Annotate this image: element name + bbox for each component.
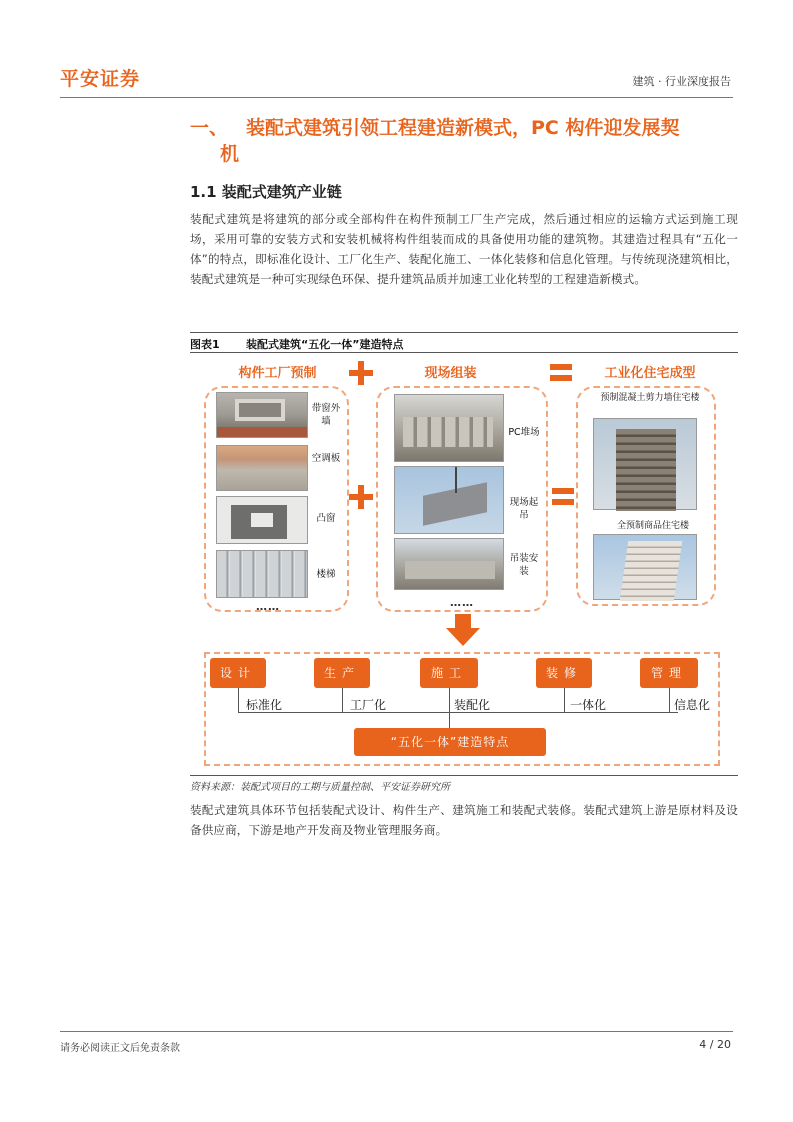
- group3-title: 工业化住宅成型: [604, 366, 696, 381]
- label-window-wall: [311, 402, 341, 428]
- label-install-text: 吊装安装: [509, 553, 539, 577]
- brand-logo: 平安证券: [60, 68, 141, 90]
- summary-badge: “五化一体”建造特点: [354, 728, 546, 756]
- down-arrow-icon: [446, 614, 480, 646]
- step-production: 生产: [314, 658, 370, 688]
- label-lifting: [506, 496, 542, 522]
- photo-window-wall: [216, 392, 308, 438]
- connector-tick-1: [238, 688, 239, 712]
- feature-standardization: 标准化: [246, 698, 283, 712]
- disclaimer-note: 请务必阅读正文后免责条款: [60, 1043, 180, 1054]
- label-stairs-text: 楼梯: [316, 569, 336, 580]
- plus-icon-middle: [349, 485, 373, 509]
- photo-ac-panel: [216, 445, 308, 491]
- figure-caption: [190, 336, 403, 352]
- feature-integration: 一体化: [570, 698, 607, 712]
- label-stairs: [311, 568, 341, 581]
- label-bay-window: [311, 512, 341, 525]
- plus-icon: [349, 361, 373, 385]
- subsection-heading: 1.1 装配式建筑产业链: [190, 183, 342, 201]
- label-shearwall-building-text: 预制混凝土剪力墙住宅楼: [600, 393, 700, 403]
- figure-bottom-rule: [190, 775, 738, 776]
- group2-title: 现场组装: [424, 366, 477, 381]
- step-design: 设计: [210, 658, 266, 688]
- connector-tick-2: [342, 688, 343, 712]
- label-shearwall-building: [600, 392, 700, 405]
- feature-informatization: 信息化: [674, 698, 711, 712]
- footer-divider: [60, 1031, 733, 1032]
- photo-shearwall-building: [593, 418, 697, 510]
- equals-icon-middle: [552, 488, 574, 506]
- label-window-wall-text: 带窗外墙: [311, 403, 341, 427]
- equals-icon: [550, 364, 572, 382]
- figure-diagram: [200, 356, 728, 772]
- feature-assembly: 装配化: [454, 698, 491, 712]
- label-install: [506, 552, 542, 578]
- group2-more: ……: [450, 596, 474, 609]
- label-pc-yard-text: PC堆场: [508, 427, 540, 438]
- report-category: 建筑 · 行业深度报告: [632, 75, 731, 88]
- photo-install: [394, 538, 504, 590]
- section-number: 一、: [190, 117, 229, 139]
- intro-paragraph: 装配式建筑是将建筑的部分或全部构件在构件预制工厂生产完成，然后通过相应的运输方式运到施工现场，采用可靠的安装方式和安装机械将构件组装而成的具备使用功能的建筑物。其建造过程具有“五化一体”的特点，即标准化设计、工厂化生产、装配化施工、一体化装修和信息化管理。与传统现浇建筑相比，装配式建筑是一种可实现绿色环保、提升建筑品质并加速工业化转型的工程建造新模式。: [190, 212, 738, 286]
- step-decoration: 装修: [536, 658, 592, 688]
- photo-stairs: [216, 550, 308, 598]
- label-full-precast-building-text: 全预制商品住宅楼: [616, 521, 689, 531]
- photo-full-precast-building: [593, 534, 697, 600]
- step-construction: 施工: [420, 658, 478, 688]
- figure-caption-rule: [190, 352, 738, 353]
- section-heading: [190, 115, 740, 167]
- section-title-line2: 机: [220, 143, 240, 165]
- photo-lifting: [394, 466, 504, 534]
- feature-industrialization: 工厂化: [350, 698, 387, 712]
- page-number: 4 / 20: [699, 1038, 731, 1051]
- step-management: 管理: [640, 658, 698, 688]
- photo-pc-yard: [394, 394, 504, 462]
- figure-source: 资料来源：装配式项目的工期与质量控制、平安证券研究所: [190, 782, 450, 793]
- label-full-precast-building: [600, 520, 706, 533]
- group1-more: ……: [256, 600, 280, 613]
- section-title-line1: 装配式建筑引领工程建造新模式，PC 构件迎发展契: [246, 117, 680, 139]
- figure-tag: 图表1: [190, 338, 220, 351]
- label-bay-window-text: 凸窗: [316, 513, 336, 524]
- group1-title: 构件工厂预制: [238, 366, 317, 381]
- connector-tick-4: [564, 688, 565, 712]
- connector-tick-3: [449, 688, 450, 728]
- header-divider: [60, 97, 733, 98]
- figure-caption-text: 装配式建筑“五化一体”建造特点: [246, 338, 404, 351]
- body-paragraph-2: 装配式建筑具体环节包括装配式设计、构件生产、建筑施工和装配式装修。装配式建筑上游是原材料及设备供应商，下游是地产开发商及物业管理服务商。: [190, 803, 738, 837]
- label-ac-panel-text: 空调板: [311, 453, 341, 464]
- connector-tick-5: [669, 688, 670, 712]
- photo-bay-window: [216, 496, 308, 544]
- label-lifting-text: 现场起吊: [509, 497, 539, 521]
- figure-top-rule: [190, 332, 738, 333]
- label-ac-panel: [311, 452, 341, 465]
- label-pc-yard: [506, 426, 542, 439]
